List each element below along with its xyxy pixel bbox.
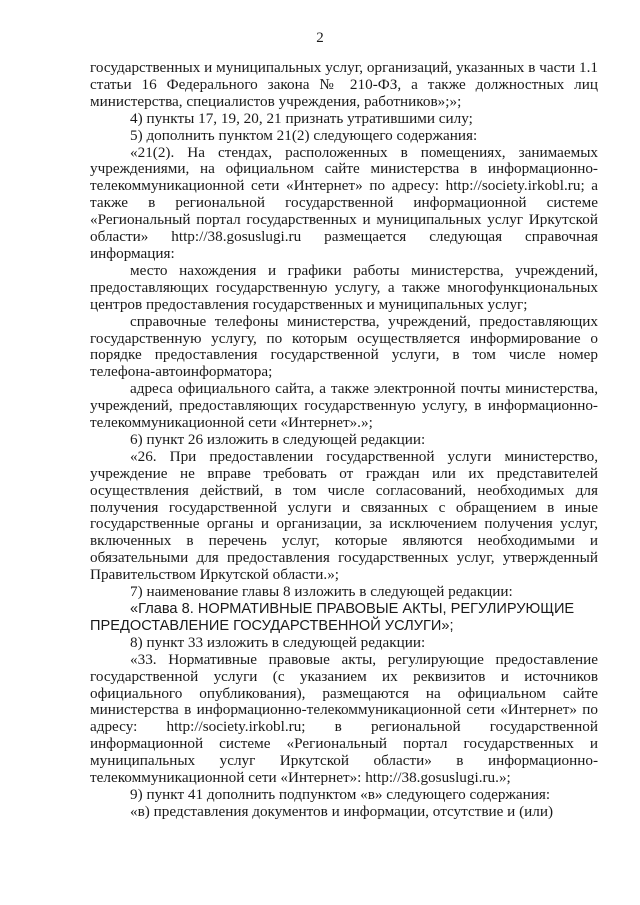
- clause-26: «26. При предоставлении государственной услуги министерство, учреждение не вправе требовать от граждан или их представителей осуществления действий, в том числе согласований, необходимых для получения государственной услуги и связанных с обращением в иные государственные органы и организации, за исключением получения услуг, включенных в перечень услуг, которые являются необходимыми и обязательными для предоставления государственных услуг, утвержденный Правительством Иркутской области.»;: [90, 447, 598, 584]
- item-5: 5) дополнить пунктом 21(2) следующего содержания:: [130, 126, 478, 144]
- subclause-v: «в) представления документов и информации, отсутствие и (или): [130, 802, 554, 820]
- clause-21-2: «21(2). На стендах, расположенных в помещениях, занимаемых учреждениями, на официальном сайте министерства в информационно-телекоммуникационной сети «Интернет» по адресу: http://society.irkobl.ru; а также в региональной государственной информационной системе «Региональный портал государственных и муниципальных услуг Иркутской области» http://38.gosuslugi.ru размещается следующая справочная информация:: [90, 143, 598, 262]
- item-8: 8) пункт 33 изложить в следующей редакции:: [130, 633, 426, 651]
- item-7: 7) наименование главы 8 изложить в следующей редакции:: [130, 583, 513, 601]
- info-phones: справочные телефоны министерства, учреждений, предоставляющих государственную услугу, по которым осуществляется информирование о порядке предоставления государственной услуги, в том числе номер телефона-автоинформатора;: [90, 312, 598, 381]
- item-6: 6) пункт 26 изложить в следующей редакции:: [130, 430, 426, 448]
- paragraph-continuation: государственных и муниципальных услуг, организаций, указанных в части 1.1 статьи 16 Федерального закона № 210-ФЗ, а также должностных лиц министерства, специалистов учреждения, работников»;»;: [90, 59, 598, 110]
- document-body: [90, 60, 598, 821]
- chapter-8-title: «Глава 8. НОРМАТИВНЫЕ ПРАВОВЫЕ АКТЫ, РЕГУЛИРУЮЩИЕ ПРЕДОСТАВЛЕНИЕ ГОСУДАРСТВЕННОЙ УСЛУГИ»;: [90, 601, 575, 634]
- info-location: место нахождения и графики работы министерства, учреждений, предоставляющих государственную услугу, а также многофункциональных центров предоставления государственных и муниципальных услуг;: [90, 261, 598, 313]
- info-addresses: адреса официального сайта, а также электронной почты министерства, учреждений, предоставляющих государственную услугу, в информационно-телекоммуникационной сети «Интернет».»;: [90, 380, 598, 432]
- page-number: 2: [316, 30, 324, 46]
- item-4: 4) пункты 17, 19, 20, 21 признать утратившими силу;: [130, 109, 473, 127]
- item-9: 9) пункт 41 дополнить подпунктом «в» следующего содержания:: [130, 785, 551, 803]
- clause-33: «33. Нормативные правовые акты, регулирующие предоставление государственной услуги (с указанием их реквизитов и источников официального опубликования), размещаются на официальном сайте министерства в информационно-телекоммуникационной сети «Интернет» по адресу: http://society.irkobl.ru; в региональной государственной информационной системе «Региональный портал государственных и муниципальных услуг Иркутской области» в информационно-телекоммуникационной сети «Интернет»: http://38.gosuslugi.ru.»;: [90, 650, 598, 787]
